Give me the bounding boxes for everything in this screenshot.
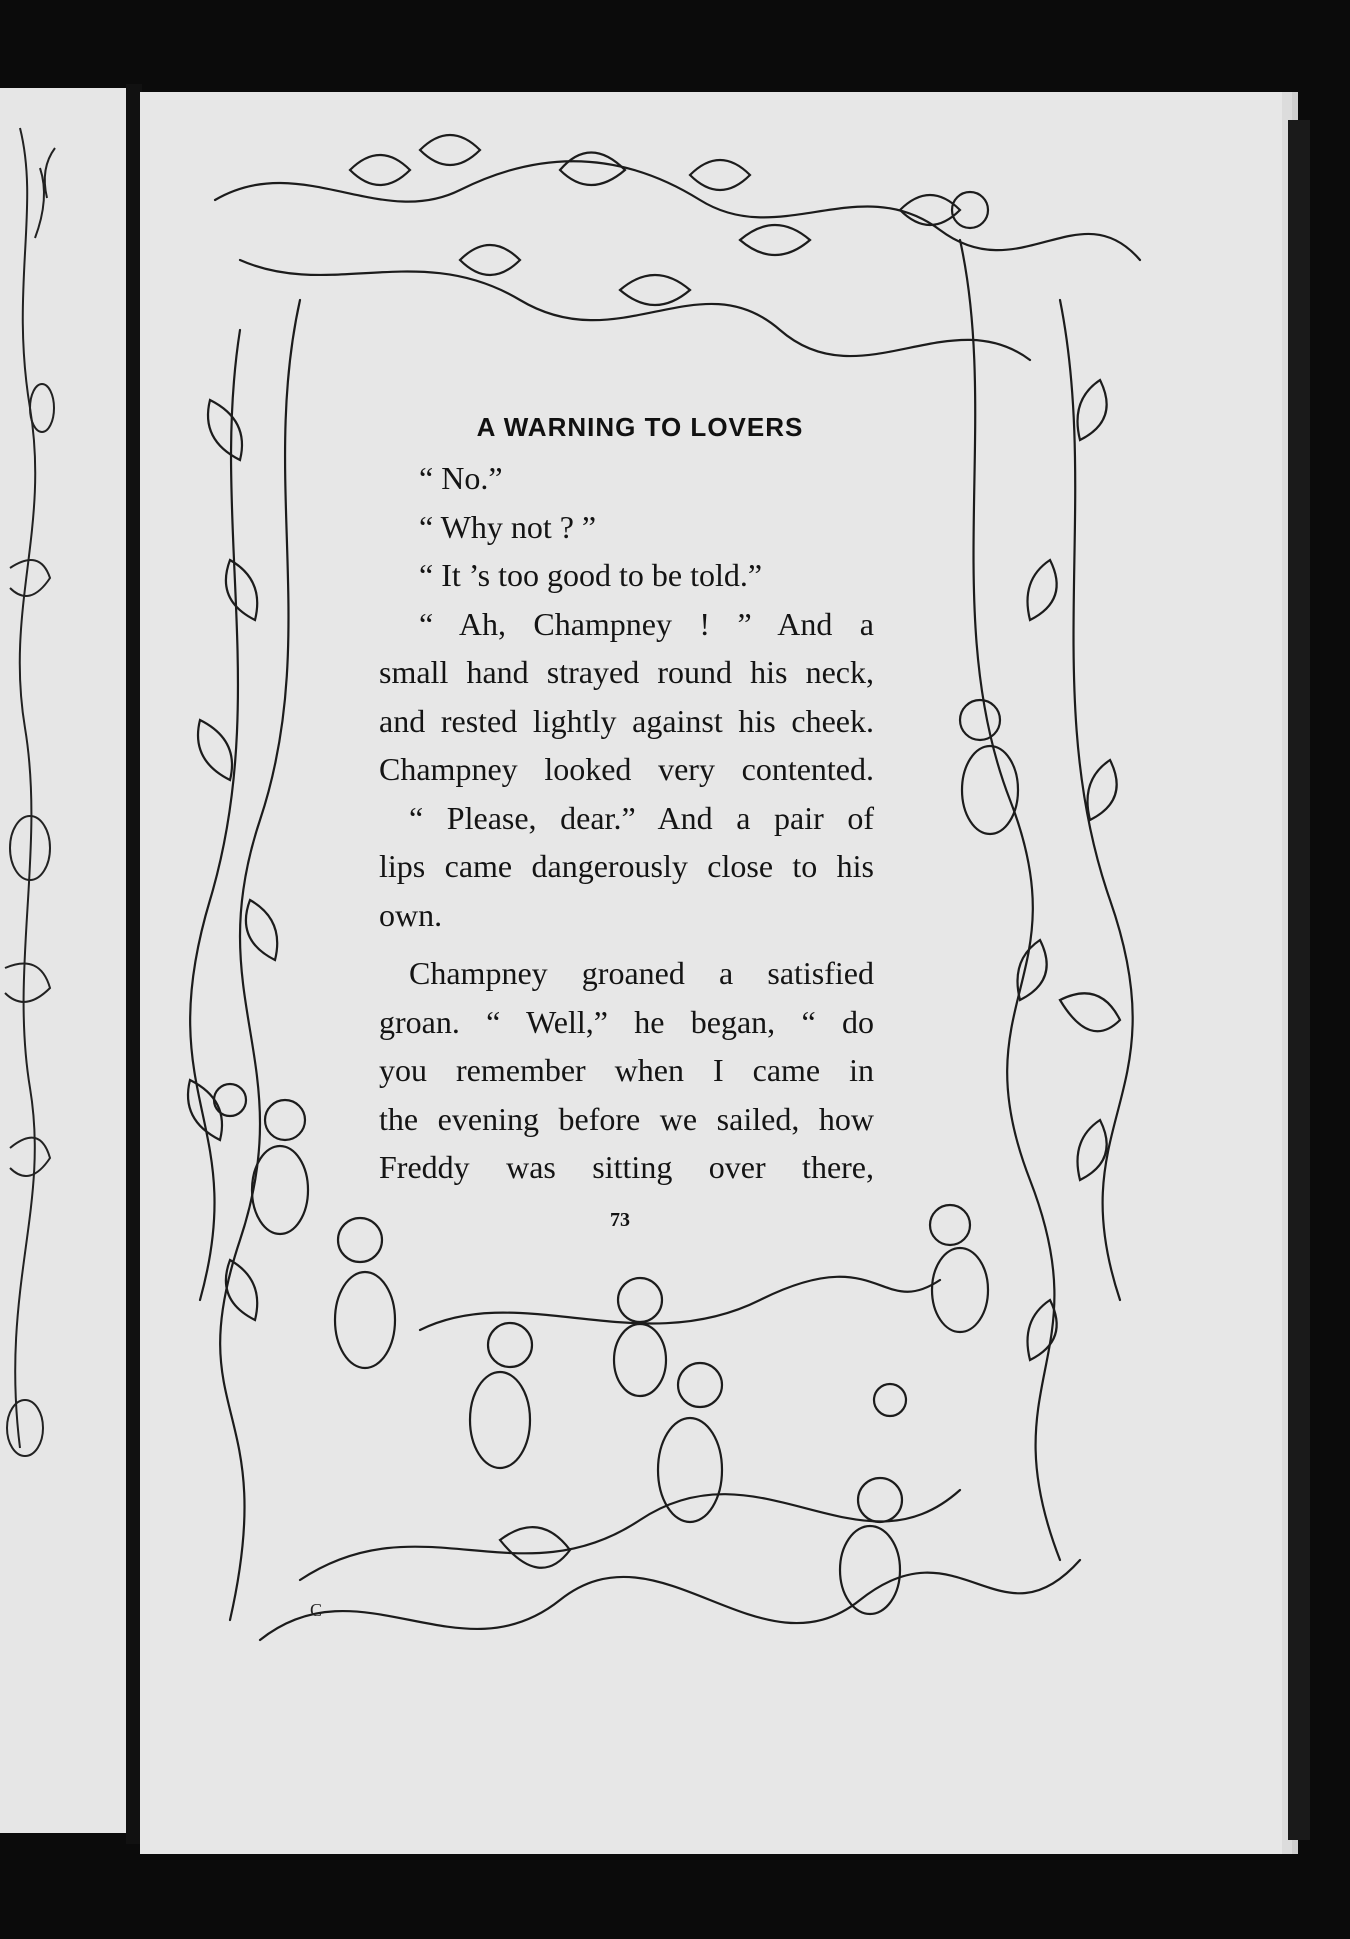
text-line: the evening before we sailed, how (379, 1100, 874, 1137)
text-line: groan. “ Well,” he began, “ do (379, 1003, 874, 1040)
text-line: Champney looked very contented. (379, 751, 874, 787)
page-number: 73 (610, 1209, 630, 1231)
text-line: “ Please, dear.” And a pair of (409, 799, 874, 836)
signature-mark: C (310, 1600, 323, 1620)
text-line: “ Ah, Champney ! ” And a (419, 605, 874, 642)
text-line: you remember when I came in (379, 1052, 874, 1088)
chapter-heading: A WARNING TO LOVERS (476, 412, 804, 442)
text-line: and rested lightly against his cheek. (379, 702, 874, 739)
body-text (379, 410, 874, 1192)
text-line: own. (379, 896, 443, 933)
text-line: lips came dangerously close to his (379, 848, 874, 884)
text-line: Freddy was sitting over there, (379, 1149, 874, 1185)
text-line: “ No.” (419, 460, 503, 496)
text-line: Champney groaned a satisfied (409, 955, 874, 991)
text-line: “ It ’s too good to be told.” (419, 557, 763, 593)
text-line: small hand strayed round his neck, (379, 654, 874, 690)
text-line: “ Why not ? ” (419, 508, 597, 545)
